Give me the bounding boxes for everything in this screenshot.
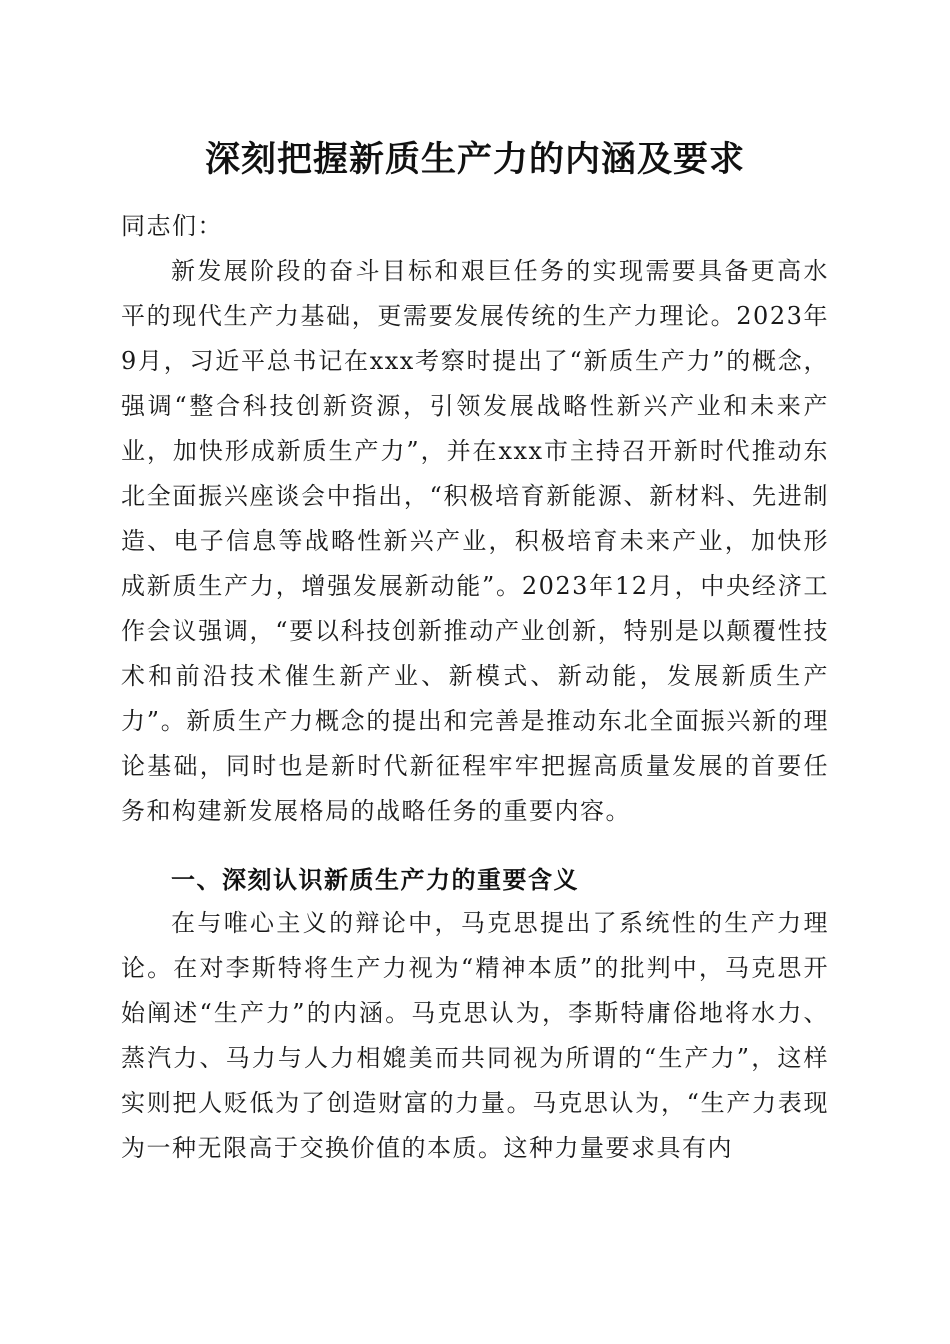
salutation: 同志们： bbox=[121, 212, 223, 240]
body-paragraph-2: 在与唯心主义的辩论中，马克思提出了系统性的生产力理论。在对李斯特将生产力视为“精神本质”的批判中，马克思开始阐述“生产力”的内涵。马克思认为，李斯特庸俗地将水力、蒸汽力、马力与人力相媲美而共同视为所谓的“生产力”，这样实则把人贬低为了创造财富的力量。马克思认为，“生产力表现为一种无限高于交换价值的本质。这种力量要求具有内 bbox=[121, 909, 829, 1162]
document-title: 深刻把握新质生产力的内涵及要求 bbox=[204, 139, 745, 180]
section-heading-1: 一、深刻认识新质生产力的重要含义 bbox=[171, 865, 579, 894]
body-paragraph-1: 新发展阶段的奋斗目标和艰巨任务的实现需要具备更高水平的现代生产力基础，更需要发展传统的生产力理论。2023年9月，习近平总书记在xxx考察时提出了“新质生产力”的概念，强调“整合科技创新资源，引领发展战略性新兴产业和未来产业，加快形成新质生产力”，并在xxx市主持召开新时代推动东北全面振兴座谈会中指出，“积极培育新能源、新材料、先进制造、电子信息等战略性新兴产业，积极培育未来产业，加快形成新质生产力，增强发展新动能”。2023年12月，中央经济工作会议强调，“要以科技创新推动产业创新，特别是以颠覆性技术和前沿技术催生新产业、新模式、新动能，发展新质生产力”。新质生产力概念的提出和完善是推动东北全面振兴新的理论基础，同时也是新时代新征程牢牢把握高质量发展的首要任务和构建新发展格局的战略任务的重要内容。 bbox=[121, 257, 829, 825]
